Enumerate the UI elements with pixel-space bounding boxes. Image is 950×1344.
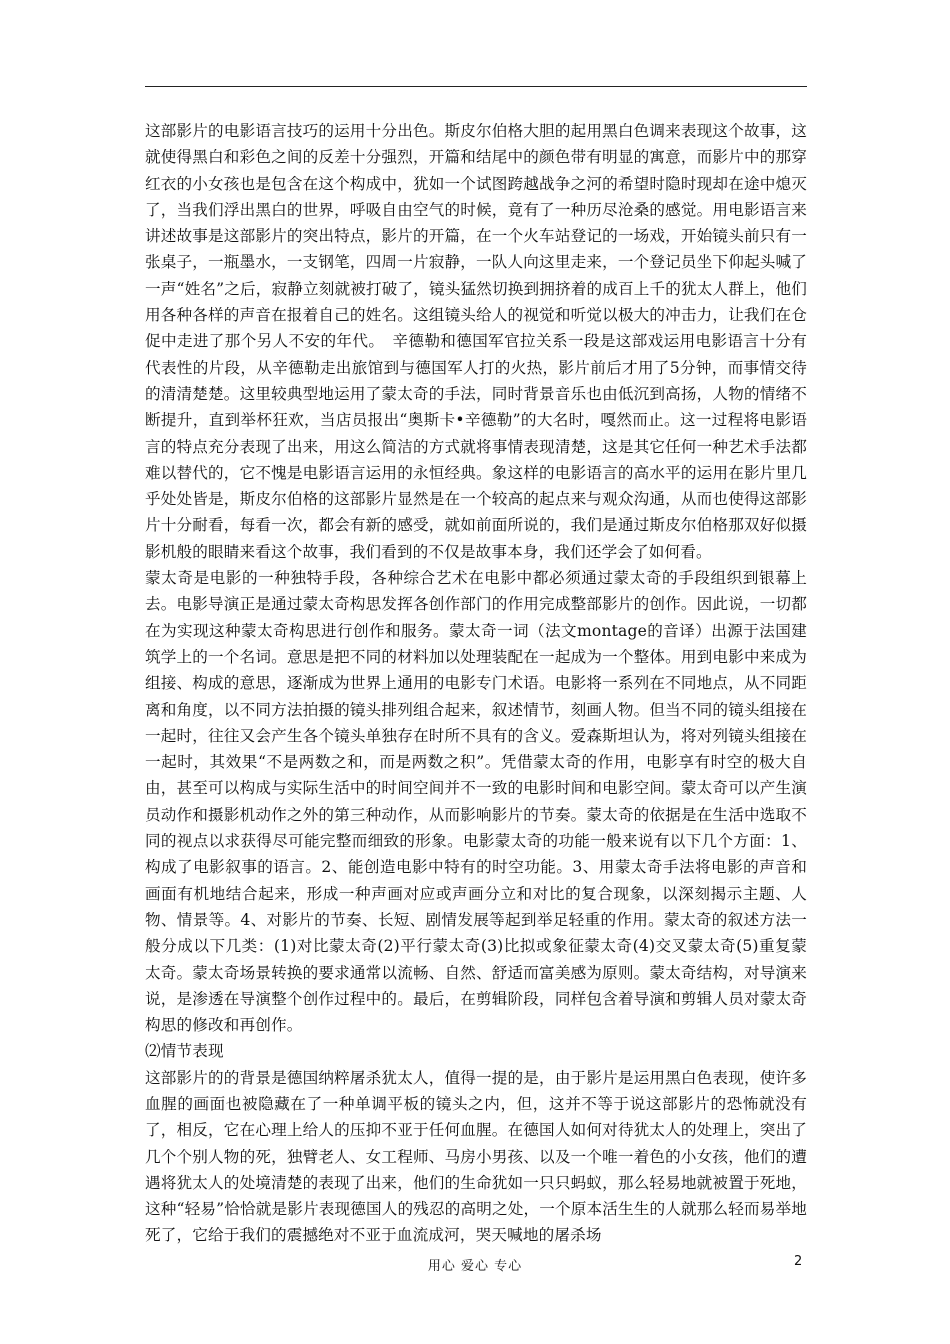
- section-heading-plot: ⑵情节表现: [145, 1042, 224, 1061]
- footer-motto: 用心 爱心 专心: [427, 1259, 523, 1274]
- page-number: 2: [794, 1254, 803, 1269]
- paragraph-plot: 这部影片的的背景是德国纳粹屠杀犹太人，值得一提的是，由于影片是运用黑白色表现，使许多血腥的画面也被隐藏在了一种单调平板的镜头之内，但，这并不等于说这部影片的恐怖就没有了，相反，它在心理上给人的压抑不亚于任何血腥。在德国人如何对待犹太人的处理上，突出了几个个别人物的死，独臂老人、女工程师、马房小男孩、以及一个唯一着色的小女孩，他们的遭遇将犹太人的处境清楚的表现了出来，他们的生命犹如一只只蚂蚁，那么轻易地就被置于死地，这种“轻易”恰恰就是影片表现德国人的残忍的高明之处，一个原本活生生的人就那么轻而易举地死了，它给于我们的震撼绝对不亚于血流成河，哭天喊地的屠杀场: [145, 1068, 807, 1245]
- document-body: [145, 118, 807, 1249]
- paragraph-film-language: 这部影片的电影语言技巧的运用十分出色。斯皮尔伯格大胆的起用黑白色调来表现这个故事，这就使得黑白和彩色之间的反差十分强烈，开篇和结尾中的颜色带有明显的寓意，而影片中的那穿红衣的小女孩也是包含在这个构成中，犹如一个试图跨越战争之河的希望时隐时现却在途中熄灭了，当我们浮出黑白的世界，呼吸自由空气的时候，竟有了一种历尽沧桑的感觉。用电影语言来讲述故事是这部影片的突出特点，影片的开篇，在一个火车站登记的一场戏，开始镜头前只有一张桌子，一瓶墨水，一支钢笔，四周一片寂静，一队人向这里走来，一个登记员坐下仰起头喊了一声“姓名”之后，寂静立刻就被打破了，镜头猛然切换到拥挤着的成百上千的犹太人群上，他们用各种各样的声音在报着自己的姓名。这组镜头给人的视觉和听觉以极大的冲击力，让我们在仓促中走进了那个另人不安的年代。 辛德勒和德国军官拉关系一段是这部戏运用电影语言十分有代表性的片段，从辛德勒走出旅馆到与德国军人打的火热，影片前后才用了5分钟，而事情交待的清清楚楚。这里较典型地运用了蒙太奇的手法，同时背景音乐也由低沉到高扬，人物的情绪不断提升，直到举杯狂欢，当店员报出“奥斯卡•辛德勒”的大名时，嘎然而止。这一过程将电影语言的特点充分表现了出来，用这么简洁的方式就将事情表现清楚，这是其它任何一种艺术手法都难以替代的，它不愧是电影语言运用的永恒经典。象这样的电影语言的高水平的运用在影片里几乎处处皆是，斯皮尔伯格的这部影片显然是在一个较高的起点来与观众沟通，从而也使得这部影片十分耐看，每看一次，都会有新的感受，就如前面所说的，我们是通过斯皮尔伯格那双好似摄影机般的眼睛来看这个故事，我们看到的不仅是故事本身，我们还学会了如何看。: [145, 122, 807, 561]
- paragraph-montage: 蒙太奇是电影的一种独特手段，各种综合艺术在电影中都必须通过蒙太奇的手段组织到银幕上去。电影导演正是通过蒙太奇构思发挥各创作部门的作用完成整部影片的创作。因此说，一切都在为实现这种蒙太奇构思进行创作和服务。蒙太奇一词（法文montage的音译）出源于法国建筑学上的一个名词。意思是把不同的材料加以处理装配在一起成为一个整体。用到电影中来成为组接、构成的意思，逐渐成为世界上通用的电影专门术语。电影将一系列在不同地点，从不同距离和角度，以不同方法拍摄的镜头排列组合起来，叙述情节，刻画人物。但当不同的镜头组接在一起时，往往又会产生各个镜头单独存在时所不具有的含义。爱森斯坦认为，将对列镜头组接在一起时，其效果“不是两数之和，而是两数之积”。凭借蒙太奇的作用，电影享有时空的极大自由，甚至可以构成与实际生活中的时间空间并不一致的电影时间和电影空间。蒙太奇可以产生演员动作和摄影机动作之外的第三种动作，从而影响影片的节奏。蒙太奇的依据是在生活中选取不同的视点以求获得尽可能完整而细致的形象。电影蒙太奇的功能一般来说有以下几个方面：1、构成了电影叙事的语言。2、能创造电影中特有的时空功能。3、用蒙太奇手法将电影的声音和画面有机地结合起来，形成一种声画对应或声画分立和对比的复合现象，以深刻揭示主题、人物、情景等。4、对影片的节奏、长短、剧情发展等起到举足轻重的作用。蒙太奇的叙述方法一般分成以下几类：(1)对比蒙太奇(2)平行蒙太奇(3)比拟或象征蒙太奇(4)交叉蒙太奇(5)重复蒙太奇。蒙太奇场景转换的要求通常以流畅、自然、舒适而富美感为原则。蒙太奇结构，对导演来说，是渗透在导演整个创作过程中的。最后，在剪辑阶段，同样包含着导演和剪辑人员对蒙太奇构思的修改和再创作。: [145, 569, 807, 1035]
- header-rule: [145, 86, 807, 87]
